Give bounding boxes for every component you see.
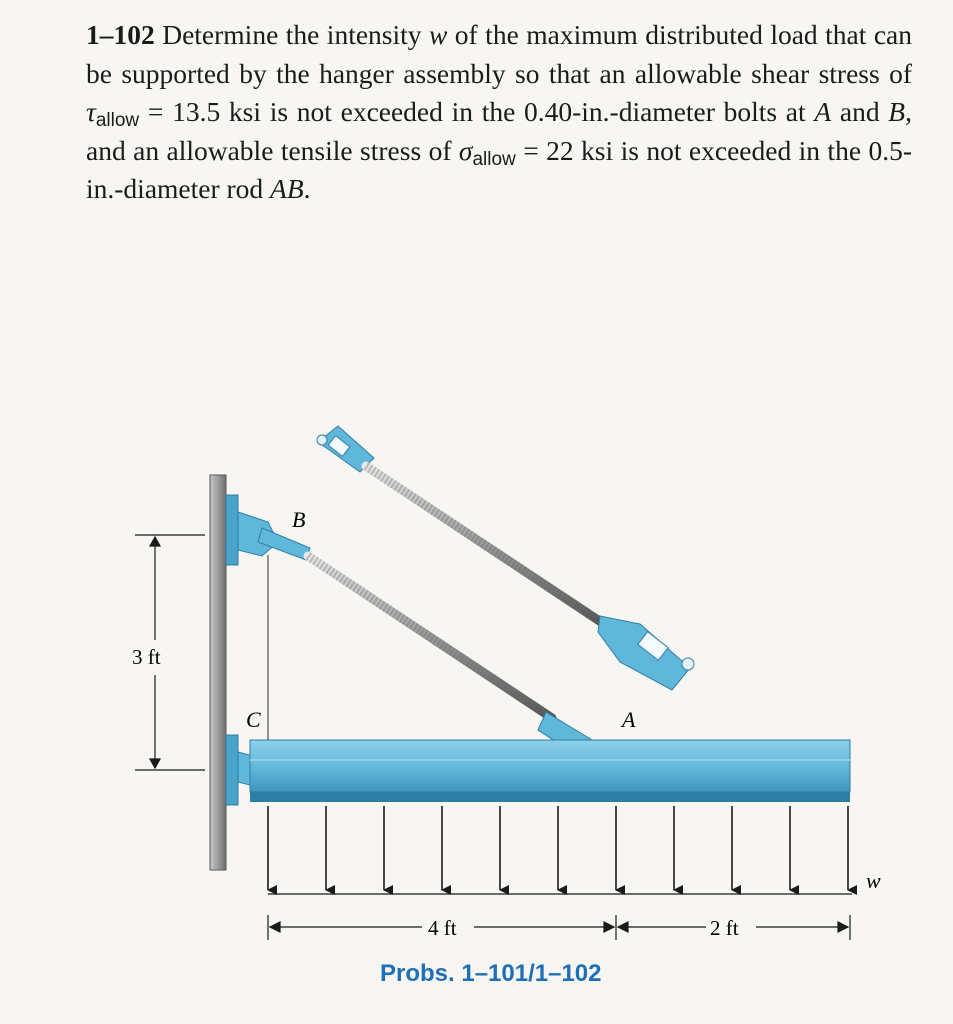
- label-a: A: [622, 707, 636, 732]
- dimension-label-left-span: 4 ft: [428, 916, 457, 940]
- bracket-b: [226, 495, 278, 565]
- wall: [210, 475, 226, 870]
- label-c: C: [246, 707, 261, 732]
- problem-text: , and an allowable tensile stress of: [86, 96, 912, 166]
- subscript-allow: allow: [472, 148, 516, 170]
- subscript-allow: allow: [95, 110, 140, 132]
- figure-caption: Probs. 1–101/1–102: [380, 960, 602, 987]
- problem-text: .: [303, 173, 311, 205]
- problem-text: = 22 ksi is not exceeded in the 0.5-in.-diameter rod: [86, 134, 912, 205]
- beam: [250, 740, 850, 802]
- problem-text: of the maximum distributed load that can be supported by the hanger assembly so that an allowable shear stress of: [86, 19, 912, 89]
- dimension-span: [268, 915, 850, 940]
- symbol-tau: τ: [86, 96, 96, 128]
- symbol-A: A: [814, 96, 832, 128]
- problem-text: and: [831, 96, 889, 128]
- problem-text: Determine the intensity: [154, 19, 429, 50]
- symbol-w: w: [429, 19, 448, 50]
- problem-text: = 13.5 ksi is not exceeded in the 0.40-in.-diameter bolts at: [139, 96, 815, 128]
- label-w: w: [866, 868, 881, 893]
- label-b: B: [292, 507, 306, 532]
- symbol-B: B: [888, 96, 906, 128]
- problem-number: 1–102: [86, 19, 155, 50]
- dimension-label-height: 3 ft: [132, 645, 161, 669]
- symbol-sigma: σ: [458, 134, 473, 166]
- distributed-load: [268, 806, 852, 894]
- rod-ab: [258, 528, 615, 770]
- rod-detail: [317, 426, 694, 690]
- dimension-label-right-span: 2 ft: [710, 916, 739, 940]
- symbol-AB: AB: [270, 173, 304, 205]
